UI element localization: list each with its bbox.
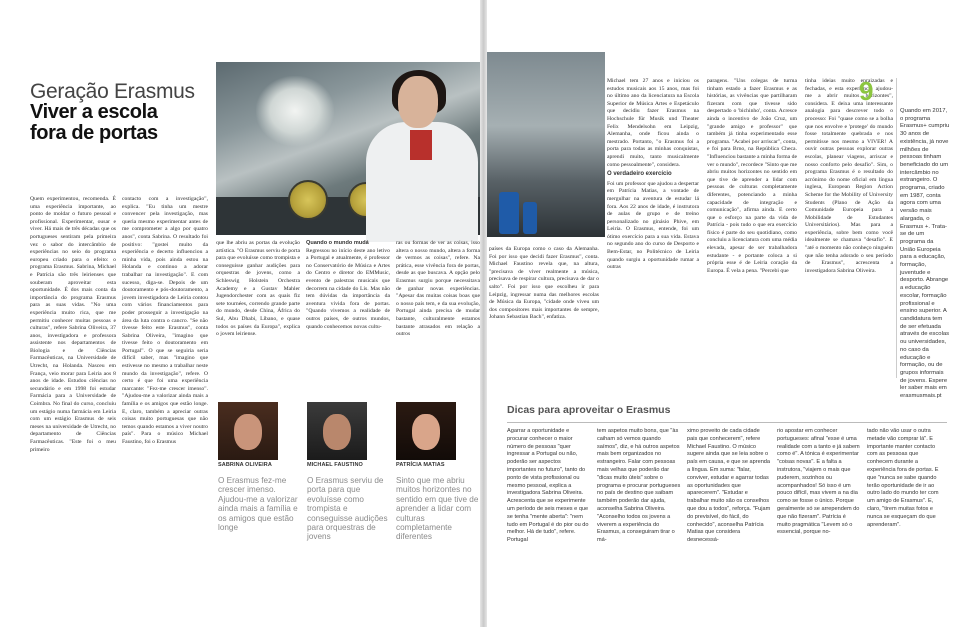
tips-column-4: rio apostar em conhecer portugueses: afinal "esse é uma realidade com a tanto e já sabem como é". A tónica é experimentar "coisas novas". E a falta a instrutora, "viajem o mais que puderem, sozinhos ou acompanhados! Só isso é um pouco difícil, mas vivem a na dia como se fosse o único. Porque geralmente só se arrependem do que não fizeram". Patrícia é muito pragmática "Levem só o essencial, porque no- <box>777 428 860 536</box>
lab-photo-continued <box>487 52 605 237</box>
sidebar-facts: Quando em 2017, o programa Erasmus+ cumpriu 30 anos de existência, já nove milhões de pessoas tinham beneficiado do um intercâmbio no estrangeiro. O programa, criado em 1987, conta agora com uma versão mais alargada, o Erasmus +. Trata-se de um programa da União Europeia para a educação, formação, juventude e desporto. Abrange a educação escolar, formação profissional e ensino superior. A candidatura tem de ser efetuada através de escolas ou universidades, no caso da educação e formação, ou de grupos informais de jovens. Espere ler saber mais em erasmusmais.pt <box>900 108 950 400</box>
left-page <box>20 0 480 627</box>
right-column-3: paragens. "Uns colegas de turma tinham estado a fazer Erasmus e as histórias, as vivências que partilharam fizeram com que tivesse sido despertado o 'bichinho', conta. Acresce ainda o incentivo de João Cruz, um "grande amigo e professor" que também já tinha experimentado esse programa. "Acabei por arriscar", conta, e foi para Brno, na República Checa. "Influenciou bastante a minha forma de ver o mundo", recordece "Sinto que me abriu muitos horizontes no sentido em que tive de aprender a lidar com pessoas de culturas completamente diferentes, potenciando a minha capacidade de integração e comunicação", afirma ainda. E certo que o esforço na parte da vida de Patrícia - pois tudo o que era exercício físico é parte do seu quotidiano, como concluiu a licenciatura com uma média elevada, apesar de ser trabalhadora estudante - e portante coloca a si própria esse é de Leiria coração da Europa. É vela a pena. "Percebi que <box>707 78 797 274</box>
pull-quote-patricia: Sinto que me abriu muitos horizontes no sentido em que tive de aprender a lidar com culturas completamente diferentes <box>396 476 479 542</box>
portrait-name-sabrina: SABRINA OLIVEIRA <box>218 462 272 468</box>
blue-bottle-2 <box>523 202 537 234</box>
tips-column-1: Agarrar a oportunidade e procurar conhecer o maior número de pessoas "quer ingressar a Portugal ou não, poderão ser aspectos importantes no futuro", tanto do ponto de vista profissional ou mesmo pessoal, explica a investigadora Sabrina Oliveira. Acrescenta que se experimente um período de seis meses e que se tenha "mente aberta": "nem tudo em Portugal é do pior ou do melhor. Há de tudo", refere. Portugal <box>507 428 589 544</box>
tips-column-2: tem aspetos muito bons, que "às caiham só vemos quando saímos", diz, e há outros aspetos mais bem organizados no estrangeiro. Falar com pessoas mais velhas que poderão dar "dicas muito úteis" sobre o programa e procurar portugueses no país de destino que saibam também poderão dar ajuda, aconselha Sabrina Oliveira. "Aconselho todos os jovens a viverem a experiência do Erasmus, a conseguiram tirar o má- <box>597 428 681 544</box>
sidebar-divider <box>896 78 897 378</box>
article-column-2: contacto com a investigação", explica. "Eu tinha um mestre convencer pela investigação, mas queria mesmo experimentar antes de me comprometer a algo por quatro anos", conta Sabrina. O resultado foi positivo: "gostei muito da experiência e decerto influenciou a minha vida, pois ainda estou na Holanda e continuo a adorar trabalhar na investigação". E com sucesso, diga-se. Depois de um doutoramento e pós-doutoramento, a jovem investigadora de Leiria contou com vários financiamentos para poder prosseguir a investigação na área da luta contra o cancro. "Se não tivesse feito este Erasmus", conta Sabrina Oliveira, "imagino que tivesse feito o doutoramento em Portugal". O que se seguiria seria difícil saber, mas "imagino que estivesse no mesmo a trabalhar neste mundo da investigação", refere. O certo é que foi uma experiência marcante: "Fez-me crescer imenso". "Ajudou-me a valorizar ainda mais a família e os amigos que estão longe. E, claro, também a apreciar outras coisas muito portuguesas que não temos quando estamos a viver noutro país". Para o músico Michael Faustino, foi o Erasmus <box>122 196 208 445</box>
article-column-5: ras ou formas de ver as coisas, isso altera o nosso mundo, altera a forma de vermos as coisas", refere. Na prática, esse vivência fora de portas, desde as que buscava. A opção pelo Erasmus surgiu porque necessitava de ganhar novas experiências. "Apesar das muitas coisas boas que o nosso país tem, e da sua evolução, Portugal ainda precisa de mudar bastante, culturalmente estamos bastante atrasados em relação a outros <box>396 240 480 338</box>
portrait-name-michael: MICHAEL FAUSTINO <box>307 462 363 468</box>
tips-box-title: Dicas para aproveitar o Erasmus <box>507 404 671 416</box>
right-column-1: países da Europa como o caso da Alemanha. Foi por isso que decidi fazer Erasmus", conta. Michael Faustino revela que, na altura, "precisava de viver realmente a música, precisava de respirar cultura, precisava de dar o salto". Foi por isso que escolheu ir para Leipzig, ingressar numa das melhores escolas de Música da Europa, "cidade onde viveu um dos compositores mais importantes de sempre, Johann Sebastian Bach", enfatiza. <box>489 246 599 321</box>
portrait-sabrina <box>218 402 278 460</box>
right-column-4: tinha ideias muito enraizadas e fechadas, e esta experiência ajudou-me a abrir muitos horizontes", considera. E deixa uma interessante analogia para descrever todo o processo: Foi "quase como se a bolha que nos envolve e 'protege' do mundo fosse totalmente quebrada e nos permitisse nos mesmo a VIVER! A ouvir outras pessoas explorar outras escolas, planear viagens, arriscar e nosso conforto pelo desafio". Sim, o programa Erasmus é o resultado do acrónimo do nome oficial em língua inglesa, European Region Action Scheme for the Mobility of University Students (Plano de Ação da Comunidade Europeia para a Mobilidade de Estudantes Universitários). Mas para a experiência, sobre bem como você idealmente se chamava "desafio". E "até o momento não conheço ninguém que não tenha adorado o seu período de Erasmus", acrescenta a investigadora Sabrina Oliveira. <box>805 78 893 274</box>
blue-bottle <box>499 192 519 234</box>
tips-column-5: tado não vão usar o outra metade vão comprar lá". E importante manter contacto com as pessoas que conhecem durante a experiência fora de portas. E que "nunca se sabe quando terão oportunidade de ir ao outro lado do mundo ter com um amigo de Erasmus". E, claro, "tirem muitas fotos e nunca se esqueçam do que aprenderam". <box>867 428 939 528</box>
portrait-name-patricia: PATRÍCIA MATIAS <box>396 462 445 468</box>
headline-line-2: fora de portas <box>30 122 158 144</box>
pull-quote-sabrina: O Erasmus fez-me crescer imenso. Ajudou-me a valorizar ainda mais a família e os amigos que estão longe <box>218 476 298 533</box>
petri-dish-left <box>288 180 328 220</box>
article-kicker: Geração Erasmus <box>30 80 195 103</box>
portrait-patricia <box>396 402 456 460</box>
article-column-4: Quando o mundo mudá Regressou no início deste ano letivo a Portugal e atualmente, é professor no Conservatório de Música e Artes do Centro e diretor do EMMusic, evento de palestras musicais que decorrem na cidade do Lis. Mas não tem dúvidas da importância da aventura vivida fora de portas. "Quando vivemos a realidade de outros países, de outros mundos, quando conhecemos novas cultu- <box>306 240 390 330</box>
lab-lamp <box>256 76 334 146</box>
lab-photo <box>216 62 480 235</box>
right-column-2: Michael tem 27 anos e iniciou os estudos musicais aos 15 anos, mas foi no último ano da licenciatura na Escola Superior de Música Artes e Espetáculo que decidiu fazer Erasmus na Hochschule für Musik und Theater Felix Mendelsohn em Leipzig, Alemanha, onde ficou ainda o mestrado. Portanto, "o Erasmus foi a porta para todas as minhas conquistas, aprendi muito, tanto musicalmente como pessoalmente", considera. O verdadeiro exercício Foi um professor que ajudou a despertar em Patrícia Matias, a vontade de mergulhar na aventura de estudar lá fora. Aos 22 anos de idade, é instrutora de aulas de grupo e de treino personalizado no ginásio Phive, em Leiria. O Erasmus, entende, foi um ótimo exercício para a sua vida. Estava no segundo ano do curso de Desporto e Bem-Estar, no Politécnico de Leiria quando surgiu a oportunidade rumar a outras <box>607 78 699 271</box>
right-page <box>487 0 950 627</box>
tips-column-3: ximo proveito de cada cidade pais que conhecerem", refere Michael Faustino. O músico sugere ainda que se leia sobre o país em causa, e que se aprenda a língua. Em suma: "falar, conviver, estudar e agarrar todas as oportunidades que aparecerem". "Estudar e trabalhar muito são os conselhos que dou a todos", reforça. "Fujam do previsível, do fácil, do conhecido", aconselha Patrícia Matias que considera desnecessá- <box>687 428 771 544</box>
page-spine <box>480 0 487 627</box>
article-column-1: Quem experimentou, recomenda. É uma experiência importante, ao ponto de moldar o futuro pessoal e profissional. Experimentar, ousar e viver. Há mais de três décadas que os portugueses sentiram pela primeira vez o sabor do intercâmbio de experiências no seio do programa europeu criado para o efeito: o programa Erasmus. Sabrina, Michael e Patrícia são três leirienses que souberam aproveitar esta oportunidade. É dos mais conta da importância do programa Erasmus para as suas vidas. "No uma experiência muito rica, que me permitiu conhecer muitas pessoas e culturas", refere Sabrina Oliveira, 37 anos, investigadora e professora assistente nos departamentos de Biologia e de Ciências Farmacêuticas, na Universidade de Utrecht, na Holanda. Nasceu em França, veio morar para Leiria aos 8 anos de idade. Estudou ciências no secundário e em 1998 foi estudar Farmácia para a Universidade de Coimbra. No final do curso, concluiu um estágio numa farmácia em Leiria com um estágio Erasmus de seis meses na universidade de Utrecht, no departamento de Ciências Farmacêuticas. "Este foi o meu primeiro <box>30 196 116 453</box>
article-headline <box>30 102 158 144</box>
headline-line-1: Viver a escola <box>30 101 158 123</box>
pull-quote-michael: O Erasmus serviu de porta para que evoluísse como trompista e conseguisse audições para orquestras de jovens <box>307 476 388 542</box>
scientist-shirt <box>410 130 432 160</box>
article-column-3: que lhe abriu as portas da evolução artística. "O Erasmus serviu de porta para que evoluísse como trompista e conseguisse ganhar audições para orquestras de jovens, como a Schleswig Holstein Orchestra Academy e a Gustav Mahler Jugendorchester com as quais fiz sete tournées, correndo grande parte do mundo, desde China, África do Sul, Abu Dhabi, Líbano, e quase todos os países da Europa", explica o jovem leiriense. <box>216 240 300 338</box>
portrait-michael <box>307 402 367 460</box>
section-subhead: Quando o mundo mudá <box>306 240 369 246</box>
scientist-face <box>398 76 438 128</box>
tips-box-rule <box>507 422 947 423</box>
sidebar-number: 9 <box>859 76 874 106</box>
right-subhead: O verdadeiro exercício <box>607 171 672 178</box>
